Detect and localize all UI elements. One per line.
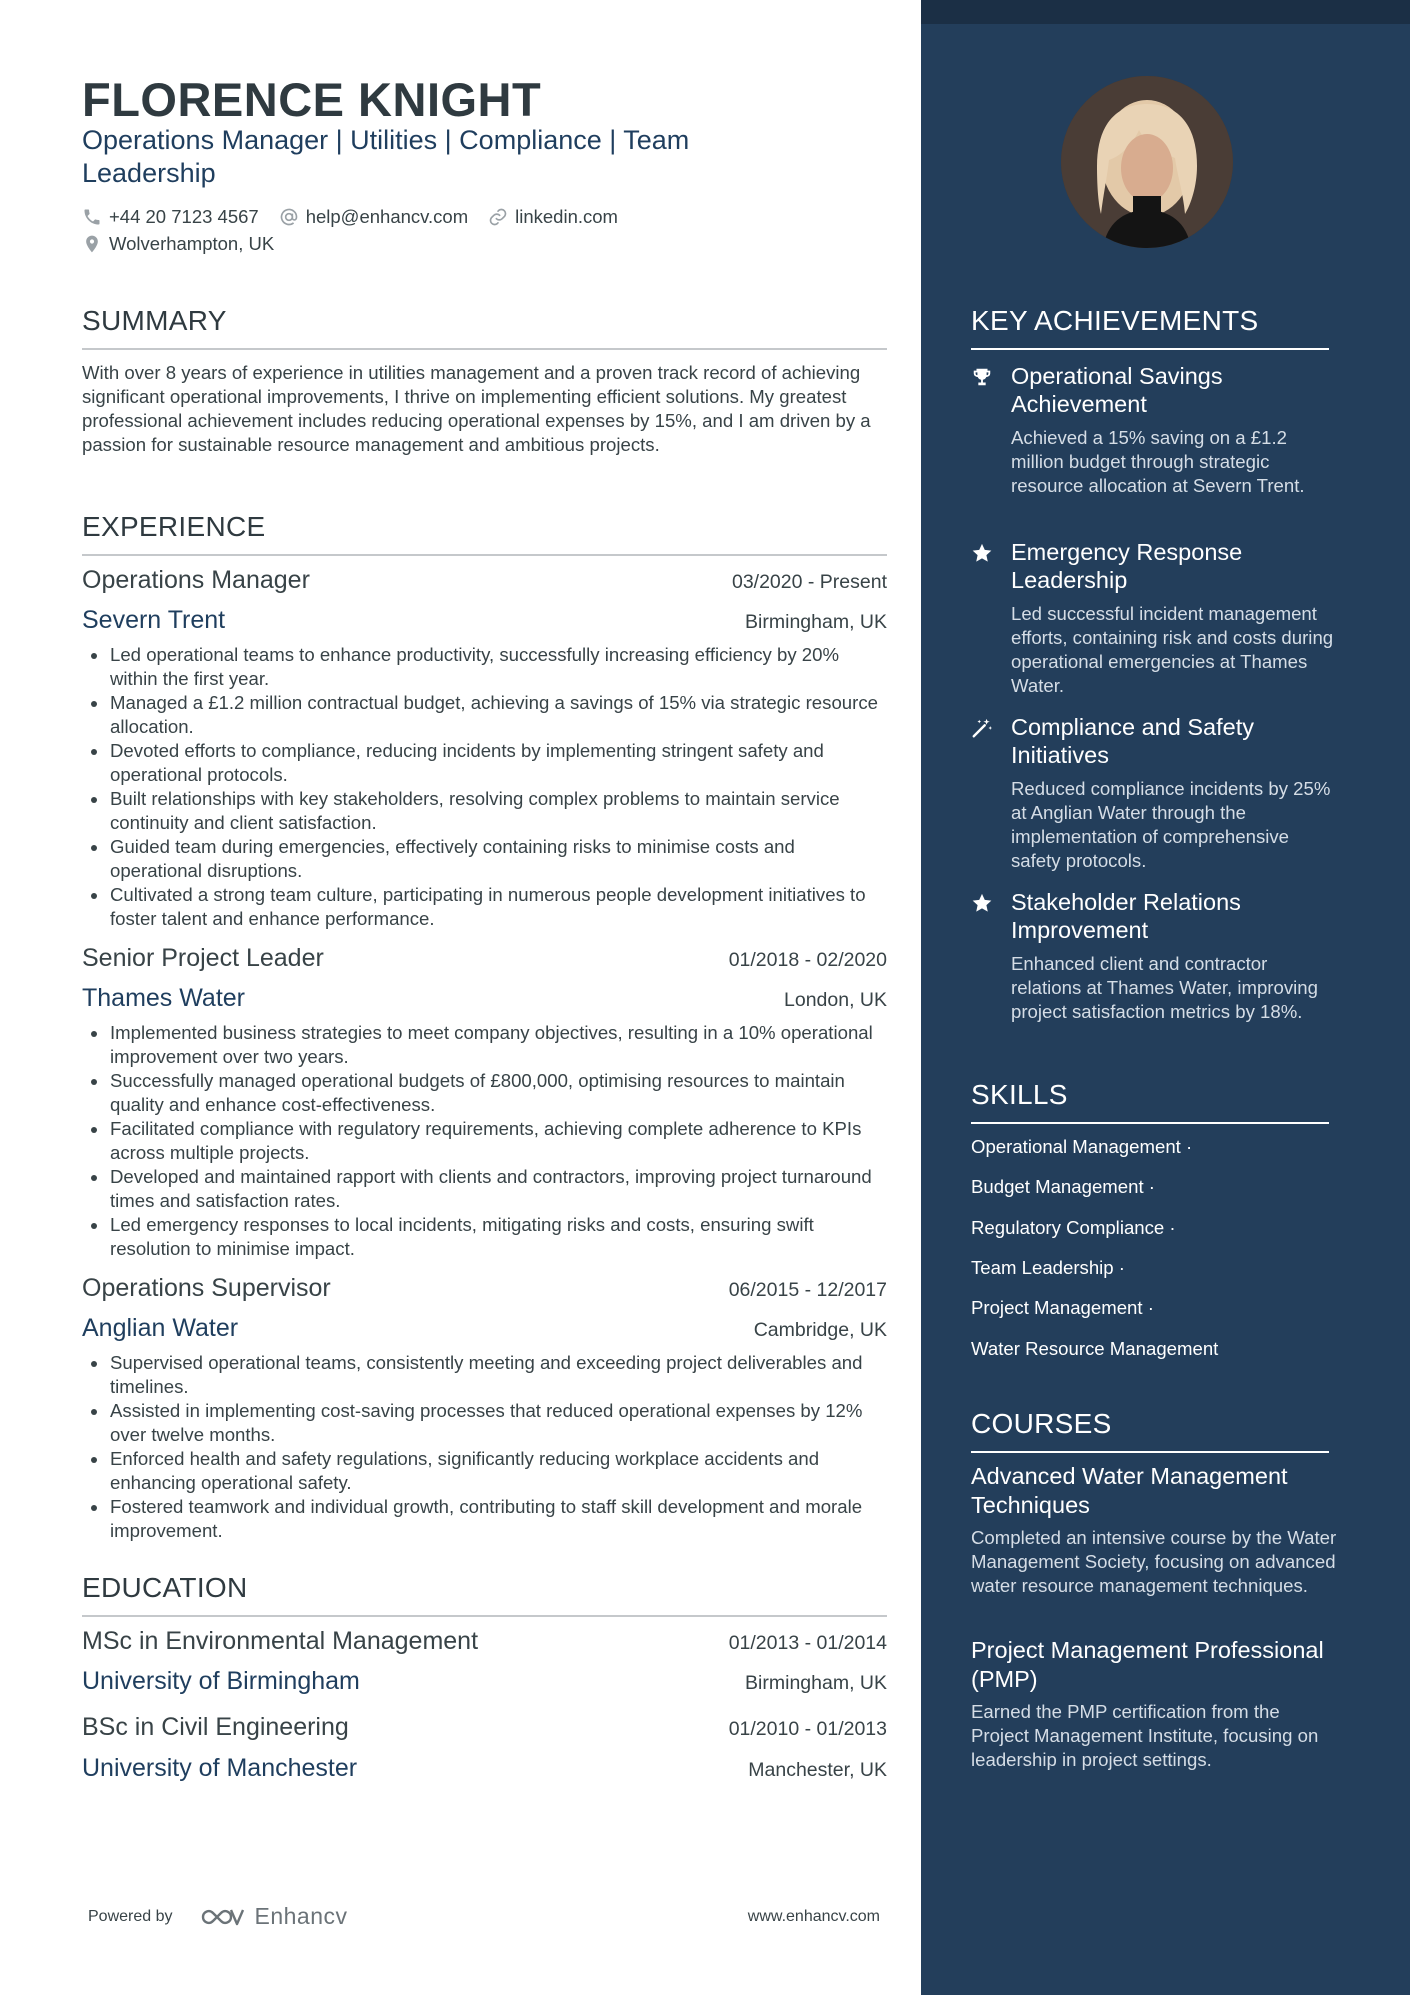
skill-item: Operational Management · (971, 1136, 1193, 1157)
portrait-image (1061, 76, 1233, 248)
education-location: Birmingham, UK (745, 1672, 887, 1694)
location-row (82, 233, 294, 255)
achievement-title: Emergency Response Leadership (1011, 539, 1243, 593)
achievement-desc: Reduced compliance incidents by 25% at Anglian Water through the implementation of comprehensive safety protocols. (1011, 778, 1331, 871)
powered-by-label: Powered by (88, 1907, 173, 1925)
achievement-title: Stakeholder Relations Improvement (1011, 889, 1241, 943)
phone-text: +44 20 7123 4567 (109, 206, 259, 227)
powered-by (88, 1903, 348, 1930)
list-item: Implemented business strategies to meet company objectives, resulting in a 10% operational improvement over two years. (82, 1021, 887, 1069)
job-header (82, 1274, 887, 1303)
email-text: help@enhancv.com (305, 206, 469, 227)
achievement-desc: Achieved a 15% saving on a £1.2 million budget through strategic resource allocation at Severn Trent. (1011, 427, 1305, 496)
at-icon (279, 207, 299, 227)
skill-item: Team Leadership · (971, 1257, 1125, 1278)
achievement-item (971, 713, 1341, 873)
education-school-row (82, 1754, 887, 1783)
achievement-title: Operational Savings Achievement (1011, 363, 1223, 417)
list-item: Facilitated compliance with regulatory requirements, achieving complete adherence to KPIs across multiple projects. (82, 1117, 887, 1165)
list-item: Led emergency responses to local incidents, mitigating risks and costs, ensuring swift resolution to minimise impact. (82, 1213, 887, 1261)
job-company-row (82, 606, 887, 635)
main-column (82, 0, 887, 1995)
job-location: Birmingham, UK (745, 611, 887, 633)
skill-item: Project Management · (971, 1297, 1154, 1318)
achievement-item (971, 888, 1341, 1024)
course-desc: Earned the PMP certification from the Project Management Institute, focusing on leadership in project settings. (971, 1701, 1319, 1770)
list-item: Built relationships with key stakeholders, resolving complex problems to maintain service continuity and client satisfaction. (82, 787, 887, 835)
education-dates: 01/2010 - 01/2013 (728, 1718, 887, 1740)
list-item: Fostered teamwork and individual growth, contributing to staff skill development and morale improvement. (82, 1495, 887, 1543)
achievement-title: Compliance and Safety Initiatives (1011, 714, 1254, 768)
location-pin-icon (82, 234, 102, 254)
job-company: Anglian Water (82, 1314, 239, 1342)
education-heading: EDUCATION (82, 1572, 887, 1617)
footer (88, 1903, 880, 1930)
list-item: Supervised operational teams, consistently meeting and exceeding project deliverables and timelines. (82, 1351, 887, 1399)
achievement-item (971, 538, 1341, 698)
job-title: Operations Supervisor (82, 1274, 331, 1302)
skill-item: Budget Management · (971, 1176, 1155, 1197)
degree: MSc in Environmental Management (82, 1627, 479, 1655)
education-location: Manchester, UK (748, 1759, 887, 1781)
candidate-name: FLORENCE KNIGHT (82, 73, 542, 126)
star-icon (971, 892, 993, 914)
skills-heading: SKILLS (971, 1079, 1329, 1124)
course-title: Advanced Water Management Techniques (971, 1463, 1288, 1518)
skill-item: Water Resource Management (971, 1338, 1219, 1359)
brand-logo[interactable] (199, 1903, 348, 1930)
contact-location (82, 233, 274, 255)
course-item (971, 1636, 1341, 1772)
list-item: Managed a £1.2 million contractual budget, achieving a savings of 15% via strategic resource allocation. (82, 691, 887, 739)
list-item: Assisted in implementing cost-saving processes that reduced operational expenses by 12% over twelve months. (82, 1399, 887, 1447)
skill-item: Regulatory Compliance · (971, 1217, 1176, 1238)
phone-icon (82, 207, 102, 227)
contact-email[interactable] (279, 206, 468, 228)
school: University of Manchester (82, 1754, 358, 1782)
school: University of Birmingham (82, 1667, 360, 1695)
education-header (82, 1713, 887, 1742)
job-bullets (82, 1021, 887, 1261)
star-icon (971, 542, 993, 564)
headline: Operations Manager | Utilities | Compliance | Team Leadership (82, 125, 690, 188)
education-header (82, 1627, 887, 1656)
job-header (82, 944, 887, 973)
job-company-row (82, 984, 887, 1013)
job-location: London, UK (784, 989, 887, 1011)
course-title: Project Management Professional (PMP) (971, 1637, 1324, 1692)
magic-wand-icon (971, 717, 993, 739)
summary-text: With over 8 years of experience in utilities management and a proven track record of achieving significant operational improvements, I thrive on implementing efficient solutions. My greatest professional achievement includes reducing operational expenses by 15%, and I am driven by a passion for sustainable resource management and ambitious projects. (82, 362, 871, 455)
sidebar-top-band (921, 0, 1410, 24)
brand-name: Enhancv (254, 1903, 348, 1929)
course-desc: Completed an intensive course by the Water Management Society, focusing on advanced water resource management techniques. (971, 1527, 1337, 1596)
list-item: Cultivated a strong team culture, participating in numerous people development initiatives to foster talent and enhance performance. (82, 883, 887, 931)
achievement-desc: Led successful incident management efforts, containing risk and costs during operational emergencies at Thames Water. (1011, 603, 1334, 696)
achievement-item (971, 362, 1341, 498)
list-item: Successfully managed operational budgets of £800,000, optimising resources to maintain quality and enhance cost-effectiveness. (82, 1069, 887, 1117)
achievements-heading: KEY ACHIEVEMENTS (971, 305, 1329, 350)
job-dates: 06/2015 - 12/2017 (728, 1279, 887, 1301)
avatar (1061, 76, 1233, 248)
job-location: Cambridge, UK (753, 1319, 887, 1341)
list-item: Guided team during emergencies, effectively containing risks to minimise costs and operational disruptions. (82, 835, 887, 883)
job-bullets (82, 1351, 887, 1543)
job-company: Severn Trent (82, 606, 226, 634)
job-company: Thames Water (82, 984, 246, 1012)
job-dates: 01/2018 - 02/2020 (728, 949, 887, 971)
contact-linkedin[interactable] (488, 206, 618, 228)
location-text: Wolverhampton, UK (109, 233, 275, 254)
enhancv-logo-icon (199, 1905, 245, 1929)
experience-heading: EXPERIENCE (82, 511, 887, 556)
contact-row (82, 206, 638, 228)
list-item: Enforced health and safety regulations, significantly reducing workplace accidents and enhancing operational safety. (82, 1447, 887, 1495)
course-item (971, 1462, 1341, 1598)
courses-heading: COURSES (971, 1408, 1329, 1453)
website-link[interactable]: www.enhancv.com (747, 1907, 880, 1925)
degree: BSc in Civil Engineering (82, 1713, 349, 1741)
sidebar (921, 0, 1410, 1995)
job-company-row (82, 1314, 887, 1343)
job-title: Operations Manager (82, 566, 310, 594)
job-dates: 03/2020 - Present (731, 571, 887, 593)
job-header (82, 566, 887, 595)
education-school-row (82, 1667, 887, 1696)
contact-phone[interactable] (82, 206, 259, 228)
trophy-icon (971, 366, 993, 388)
summary-heading: SUMMARY (82, 305, 887, 350)
list-item: Devoted efforts to compliance, reducing incidents by implementing stringent safety and operational protocols. (82, 739, 887, 787)
link-icon (488, 207, 508, 227)
education-dates: 01/2013 - 01/2014 (728, 1632, 887, 1654)
list-item: Led operational teams to enhance productivity, successfully increasing efficiency by 20% within the first year. (82, 643, 887, 691)
job-bullets (82, 643, 887, 931)
linkedin-text: linkedin.com (515, 206, 618, 227)
achievement-desc: Enhanced client and contractor relations at Thames Water, improving project satisfaction metrics by 18%. (1011, 953, 1318, 1022)
job-title: Senior Project Leader (82, 944, 324, 972)
list-item: Developed and maintained rapport with clients and contractors, improving project turnaround times and satisfaction rates. (82, 1165, 887, 1213)
